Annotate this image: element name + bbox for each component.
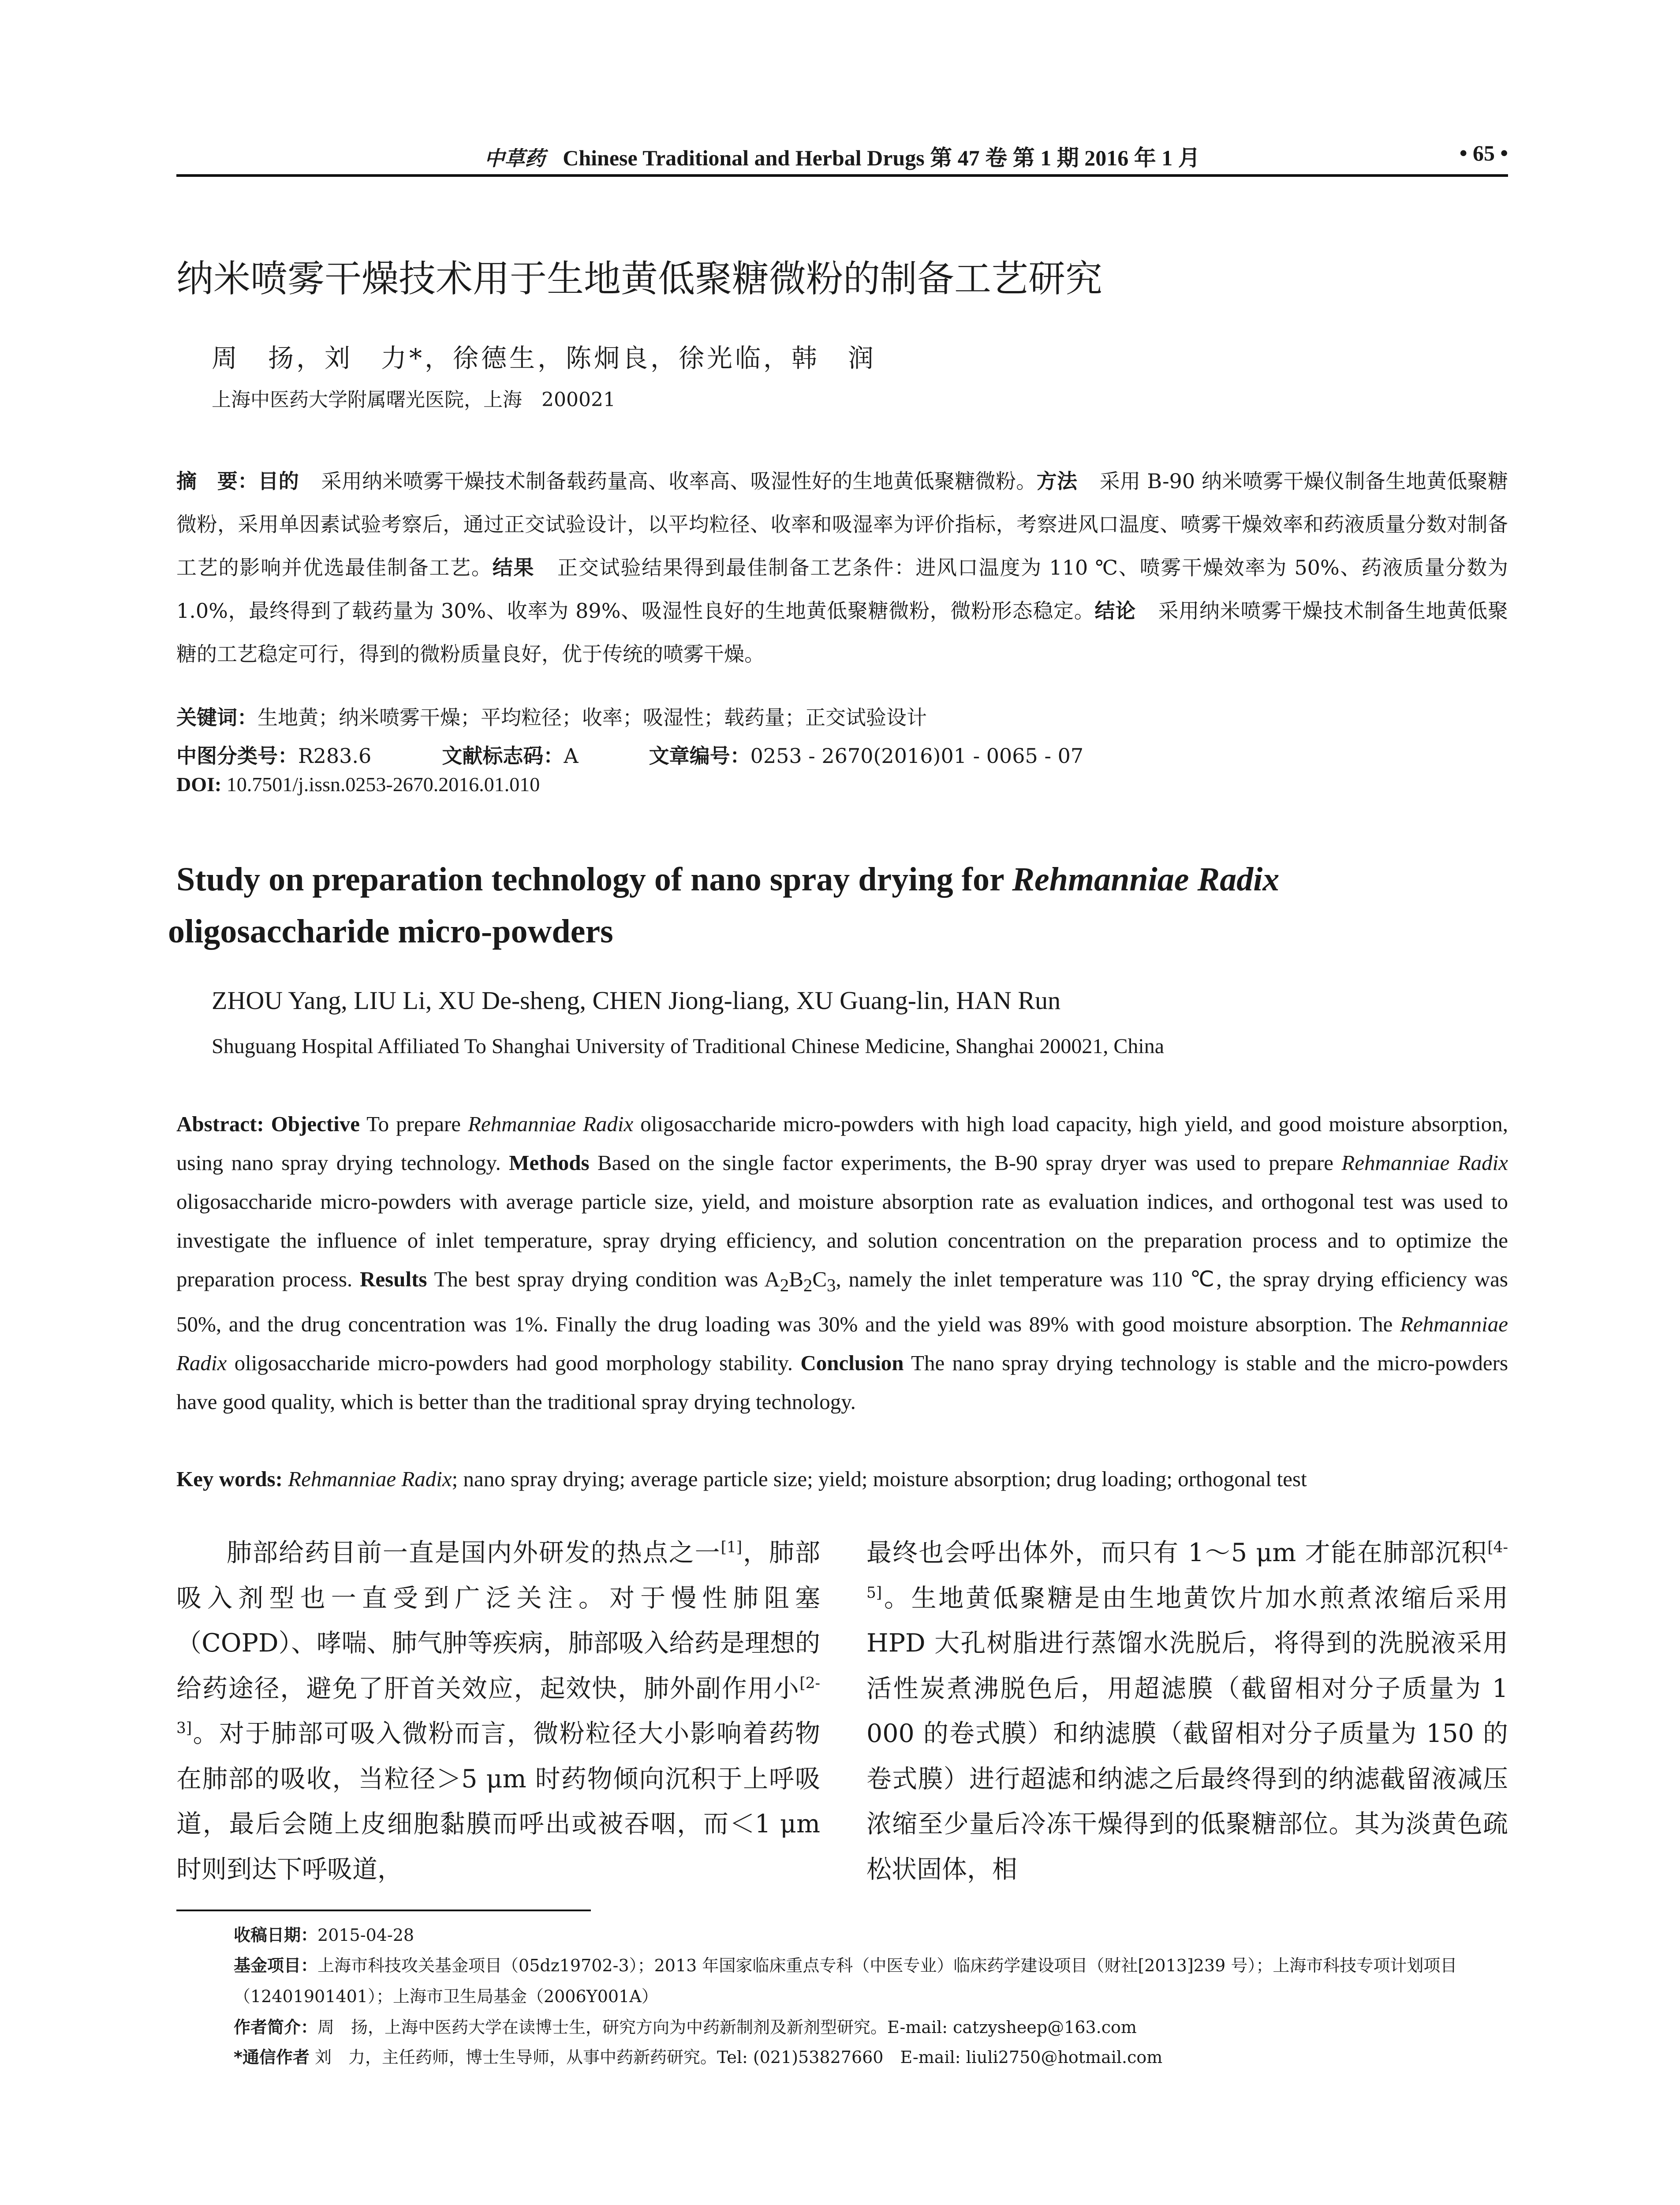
conclusion-en-label: Conclusion: [800, 1350, 904, 1375]
subscript-b: 2: [803, 1275, 813, 1295]
keywords-en-label: Key words:: [176, 1467, 283, 1491]
conclusion-label: 结论: [1094, 599, 1136, 623]
methods-en-label: Methods: [509, 1151, 590, 1175]
citation-3: [4-5]: [866, 1539, 1508, 1602]
author-text: 周 扬，上海中医药大学在读博士生，研究方向为中药新制剂及新剂型研究。E-mail: catzysheep@163.com: [317, 2018, 1137, 2037]
footnote-fund: [234, 1950, 1508, 2012]
abstract-zh: [176, 460, 1508, 676]
rehmanniae-radix-1: Rehmanniae Radix: [468, 1112, 634, 1136]
conclusion-text: 采用纳米喷雾干燥技术制备生地黄低聚糖的工艺稳定可行，得到的微粉质量良好，优于传统的喷雾干燥。: [176, 599, 1508, 666]
author-label: 作者简介：: [234, 2018, 318, 2037]
factor-b: B: [789, 1267, 803, 1291]
title-zh: 纳米喷雾干燥技术用于生地黄低聚糖微粉的制备工艺研究: [176, 257, 1103, 300]
title-en-part2: oligosaccharide micro-powders: [168, 913, 613, 950]
body-left-text-1: 肺部给药目前一直是国内外研发的热点之一: [227, 1538, 721, 1567]
body-column-left: [176, 1530, 820, 1892]
methods-label: 方法: [1036, 469, 1078, 493]
fund-text: 上海市科技攻关基金项目（05dz19702-3）；2013 年国家临床重点专科（中医专业）临床药学建设项目（财社[2013]239 号）；上海市科技专项计划项目（12401901401）；上海市卫生局基金（2006Y001A）: [234, 1956, 1457, 2006]
factor-c: C: [812, 1267, 827, 1291]
clc-value: R283.6: [298, 744, 372, 768]
results-en-text-3: oligosaccharide micro-powders had good morphology stability.: [227, 1350, 793, 1375]
methods-en-text-2: oligosaccharide micro-powders with average particle size, yield, and moisture absorption rate as evaluation indices, and orthogonal test was used to investigate the influence of inlet temperature, spray drying efficiency, and solution concentration on the preparation process and to optimize the preparation process.: [176, 1189, 1508, 1291]
keywords-zh-text: 生地黄；纳米喷雾干燥；平均粒径；收率；吸湿性；载药量；正交试验设计: [258, 706, 927, 729]
body-left-text-3: 。对于肺部可吸入微粉而言，微粉粒径大小影响着药物在肺部的吸收，当粒径＞5 μm 时药物倾向沉积于上呼吸道，最后会随上皮细胞黏膜而呼出或被吞咽，而＜1 μm 时则到达下呼吸道，: [176, 1719, 820, 1884]
article-no-value: 0253 - 2670(2016)01 - 0065 - 07: [750, 744, 1084, 768]
footnote-author: [234, 2012, 1137, 2043]
objective-en-text-1: To prepare: [366, 1112, 468, 1136]
subscript-c: 3: [827, 1275, 836, 1295]
received-label: 收稿日期：: [234, 1925, 318, 1945]
title-en-part1: Study on preparation technology of nano spray drying for: [176, 861, 1012, 898]
corresponding-label: *通信作者: [234, 2048, 310, 2067]
journal-name-zh: 中草药: [484, 146, 545, 170]
header-rule: [176, 174, 1508, 177]
clc-label: 中图分类号：: [176, 744, 298, 768]
page-number: • 65 •: [1459, 141, 1508, 165]
methods-en-text-1: Based on the single factor experiments, the B-90 spray dryer was used to prepare: [597, 1151, 1342, 1175]
issue-info: 第 47 卷 第 1 期 2016 年 1 月: [930, 146, 1200, 170]
keywords-zh: [176, 696, 1508, 739]
journal-name-en: Chinese Traditional and Herbal Drugs: [563, 146, 925, 170]
objective-en-label: Objective: [271, 1112, 360, 1136]
keywords-en-text: ; nano spray drying; average particle size; yield; moisture absorption; drug loading; orthogonal test: [452, 1467, 1307, 1491]
subscript-a: 2: [780, 1275, 789, 1295]
authors-zh: 周 扬，刘 力*，徐德生，陈炯良，徐光临，韩 润: [212, 343, 877, 373]
rehmanniae-radix-2: Rehmanniae Radix: [1341, 1151, 1508, 1175]
keywords-zh-label: 关键词：: [176, 706, 258, 729]
doi-line: [176, 773, 540, 796]
title-en: [168, 853, 1508, 957]
journal-header: [176, 140, 1508, 172]
objective-text: 采用纳米喷雾干燥技术制备载药量高、收率高、吸湿性好的生地黄低聚糖微粉。: [321, 469, 1037, 493]
affiliation-zh: 上海中医药大学附属曙光医院，上海 200021: [212, 389, 616, 411]
doc-code-value: A: [564, 744, 579, 768]
fund-label: 基金项目：: [234, 1956, 318, 1975]
body-column-right: [866, 1530, 1508, 1892]
abstract-en: [176, 1105, 1508, 1421]
citation-2: [2-3]: [176, 1674, 820, 1737]
results-en-text-2: , namely the inlet temperature was 110 ℃, the spray drying efficiency was 50%, and the drug concentration was 1%. Finally the drug loading was 30% and the yield was 89% with good moisture absorption. The: [176, 1267, 1508, 1336]
objective-en-text-2: oligosaccharide micro-powders with high load capacity, high yield, and good moisture absorption, using nano spray drying technology.: [176, 1112, 1508, 1175]
authors-en: ZHOU Yang, LIU Li, XU De-sheng, CHEN Jiong-liang, XU Guang-lin, HAN Run: [212, 986, 1061, 1015]
title-en-italic: Rehmanniae Radix: [1012, 861, 1280, 898]
body-left-text-2: ，肺部吸入剂型也一直受到广泛关注。对于慢性肺阻塞（COPD）、哮喘、肺气肿等疾病，肺部吸入给药是理想的给药途径，避免了肝首关效应，起效快，肺外副作用小: [176, 1538, 821, 1703]
doc-code-label: 文献标志码：: [442, 744, 564, 768]
footnote-received: [234, 1920, 414, 1951]
body-right-text-1: 最终也会呼出体外，而只有 1～5 μm 才能在肺部沉积: [866, 1538, 1488, 1567]
article-no-label: 文章编号：: [649, 744, 750, 768]
conclusion-en-text: The nano spray drying technology is stable and the micro-powders have good quality, which is better than the traditional spray drying technology.: [176, 1350, 1508, 1414]
results-text: 正交试验结果得到最佳制备工艺条件：进风口温度为 110 ℃、喷雾干燥效率为 50%、药液质量分数为 1.0%，最终得到了载药量为 30%、收率为 89%、吸湿性良好的生地黄低聚糖微粉，微粉形态稳定。: [176, 556, 1508, 623]
objective-label: 目的: [258, 469, 299, 493]
footnote-rule: [176, 1910, 591, 1911]
footnote-corresponding: [234, 2042, 1162, 2073]
affiliation-en: Shuguang Hospital Affiliated To Shanghai University of Traditional Chinese Medicine, Shanghai 200021, China: [212, 1035, 1164, 1058]
doi-label: DOI:: [176, 773, 222, 796]
doi-value: 10.7501/j.issn.0253-2670.2016.01.010: [226, 773, 540, 796]
received-date: 2015-04-28: [317, 1925, 414, 1945]
citation-1: [1]: [721, 1539, 743, 1556]
keywords-en: [176, 1466, 1543, 1491]
abstract-en-label: Abstract:: [176, 1112, 264, 1136]
results-label: 结果: [492, 556, 535, 579]
corresponding-text: 刘 力，主任药师，博士生导师，从事中药新药研究。Tel: (021)53827660 E-mail: liuli2750@hotmail.com: [314, 2048, 1163, 2067]
results-en-label: Results: [360, 1267, 427, 1291]
keywords-en-italic: Rehmanniae Radix: [288, 1467, 452, 1491]
running-header: [176, 140, 1508, 176]
body-right-text-2: 。生地黄低聚糖是由生地黄饮片加水煎煮浓缩后采用 HPD 大孔树脂进行蒸馏水洗脱后，将得到的洗脱液采用活性炭煮沸脱色后，用超滤膜（截留相对分子质量为 1 000 的卷式膜）和纳滤膜（截留相对分子质量为 150 的卷式膜）进行超滤和纳滤之后最终得到的纳滤截留液减压浓缩至少量后冷冻干燥得到的低聚糖部位。其为淡黄色疏松状固体，相: [866, 1583, 1508, 1884]
rehmanniae-radix-3: Rehmanniae Radix: [176, 1312, 1508, 1375]
results-en-text-1: The best spray drying condition was A: [434, 1267, 780, 1291]
classification-line: [176, 734, 1508, 777]
methods-text: 采用 B-90 纳米喷雾干燥仪制备生地黄低聚糖微粉，采用单因素试验考察后，通过正交试验设计，以平均粒径、收率和吸湿率为评价指标，考察进风口温度、喷雾干燥效率和药液质量分数对制备工艺的影响并优选最佳制备工艺。: [176, 469, 1508, 579]
abstract-label: 摘 要：: [176, 469, 258, 493]
